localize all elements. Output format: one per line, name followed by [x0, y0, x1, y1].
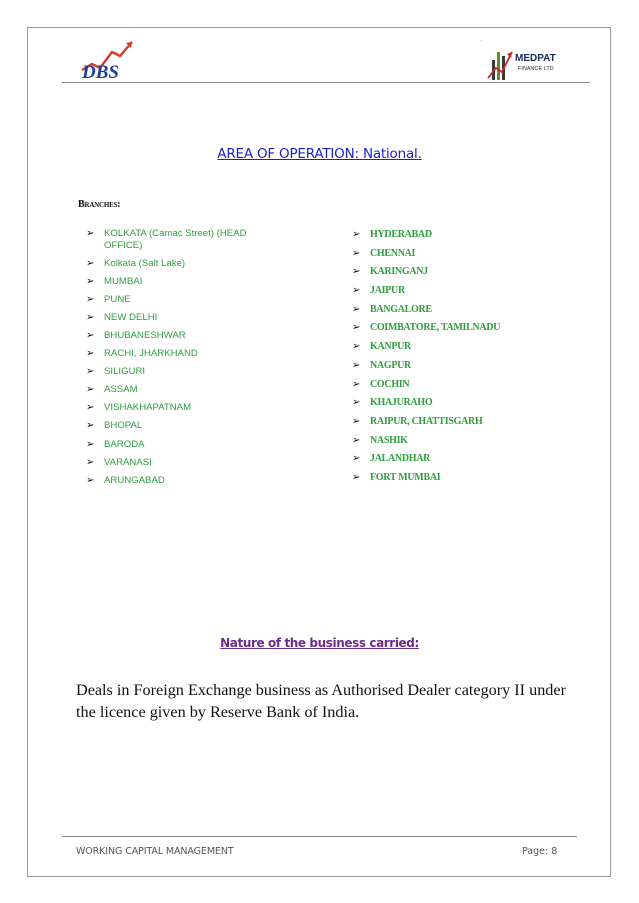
- branch-item: [86, 384, 276, 396]
- business-description: Deals in Foreign Exchange business as Authorised Dealer category II under the licence given by Reserve Bank of India.: [76, 681, 566, 721]
- branch-item: [86, 439, 276, 451]
- arrow-bullet-icon: ➢: [86, 456, 95, 468]
- branch-item: [86, 420, 276, 432]
- dbs-logo: [76, 40, 146, 82]
- branch-item: [352, 397, 572, 409]
- medpat-logo: [482, 38, 582, 84]
- arrow-bullet-icon: ➢: [352, 397, 361, 409]
- branch-name: RAIPUR, CHATTISGARH: [370, 415, 483, 427]
- arrow-bullet-icon: ➢: [86, 275, 95, 287]
- nature-of-business-title: Nature of the business carried:: [220, 636, 419, 650]
- branch-item: [352, 341, 572, 353]
- branch-name: ASSAM: [104, 384, 138, 396]
- arrow-bullet-icon: ➢: [86, 384, 95, 396]
- arrow-bullet-icon: ➢: [86, 348, 95, 360]
- branch-name: BARODA: [104, 438, 145, 450]
- branch-item: [352, 304, 572, 316]
- branches-label: Branches:: [78, 199, 121, 210]
- branch-name: NEW DELHI: [104, 311, 158, 323]
- branch-item: [86, 258, 276, 270]
- page-header: [62, 34, 590, 86]
- branch-name: ARUNGABAD: [104, 474, 165, 486]
- arrow-bullet-icon: ➢: [352, 415, 361, 427]
- branches-left-list: [86, 228, 276, 493]
- branch-name: KARINGANJ: [370, 266, 428, 278]
- arrow-bullet-icon: ➢: [352, 378, 361, 390]
- branch-name: KOLKATA (Camac Street) (HEAD OFFICE): [104, 228, 247, 251]
- branch-name: VISHAKHAPATNAM: [104, 402, 192, 414]
- arrow-bullet-icon: ➢: [352, 285, 361, 297]
- branch-name: PUNE: [104, 293, 131, 305]
- arrow-bullet-icon: ➢: [86, 311, 95, 323]
- header-dot: ·: [480, 38, 482, 44]
- arrow-bullet-icon: ➢: [86, 474, 95, 486]
- arrow-bullet-icon: ➢: [86, 420, 95, 432]
- branch-name: NASHIK: [370, 434, 408, 446]
- branch-item: [352, 453, 572, 465]
- page-number: Page: 8: [522, 846, 558, 857]
- svg-text:FINANCE LTD: FINANCE LTD: [518, 66, 554, 72]
- branch-item: [86, 366, 276, 378]
- branch-item: [86, 294, 276, 306]
- branch-item: [352, 248, 572, 260]
- branch-item: [352, 229, 572, 241]
- branch-item: [86, 348, 276, 360]
- branch-item: [86, 312, 276, 324]
- branch-item: [352, 266, 572, 278]
- branch-name: BHOPAL: [104, 420, 143, 432]
- branch-item: [352, 435, 572, 447]
- branch-item: [86, 475, 276, 487]
- branch-name: FORT MUMBAI: [370, 471, 441, 483]
- arrow-bullet-icon: ➢: [86, 402, 95, 414]
- branch-name: Kolkata (Salt Lake): [104, 257, 186, 269]
- branch-name: MUMBAI: [104, 275, 143, 287]
- branch-item: [352, 360, 572, 372]
- arrow-bullet-icon: ➢: [352, 471, 361, 483]
- arrow-bullet-icon: ➢: [86, 438, 95, 450]
- branch-item: [352, 379, 572, 391]
- branches-right-list: [352, 229, 572, 491]
- branch-name: VARANASI: [104, 456, 152, 468]
- branch-item: [352, 416, 572, 428]
- arrow-bullet-icon: ➢: [86, 329, 95, 341]
- arrow-bullet-icon: ➢: [352, 229, 361, 240]
- branch-item: [86, 402, 276, 414]
- branch-name: HYDERABAD: [370, 229, 432, 240]
- branch-item: [352, 285, 572, 297]
- branch-name: JAIPUR: [370, 285, 405, 297]
- arrow-bullet-icon: ➢: [352, 322, 361, 334]
- branch-name: CHENNAI: [370, 247, 416, 259]
- branch-name: COCHIN: [370, 378, 410, 390]
- branch-name: KANPUR: [370, 341, 411, 353]
- svg-text:DBS: DBS: [82, 62, 119, 82]
- branch-item: [86, 330, 276, 342]
- arrow-bullet-icon: ➢: [86, 257, 95, 269]
- arrow-bullet-icon: ➢: [86, 293, 95, 305]
- svg-text:MEDPAT: MEDPAT: [515, 53, 556, 64]
- branch-item: [352, 472, 572, 484]
- branch-item: [352, 322, 572, 334]
- arrow-bullet-icon: ➢: [352, 341, 361, 353]
- branch-name: NAGPUR: [370, 359, 411, 371]
- arrow-bullet-icon: ➢: [86, 228, 95, 239]
- header-rule: [62, 82, 590, 83]
- arrow-bullet-icon: ➢: [352, 247, 361, 259]
- footer-title: WORKING CAPITAL MANAGEMENT: [76, 846, 234, 857]
- branch-name: BHUBANESHWAR: [104, 329, 186, 341]
- branch-name: KHAJURAHO: [370, 397, 433, 409]
- arrow-bullet-icon: ➢: [86, 366, 95, 378]
- arrow-bullet-icon: ➢: [352, 303, 361, 315]
- area-of-operation-title: AREA OF OPERATION: National.: [217, 146, 422, 162]
- footer-rule: [62, 836, 577, 837]
- branch-name: BANGALORE: [370, 303, 432, 315]
- branch-item: [86, 457, 276, 469]
- branch-item: [86, 228, 276, 251]
- branch-name: COIMBATORE, TAMILNADU: [370, 322, 501, 334]
- branch-name: RACHI, JHARKHAND: [104, 348, 198, 360]
- arrow-bullet-icon: ➢: [352, 434, 361, 446]
- branch-item: [86, 276, 276, 288]
- arrow-bullet-icon: ➢: [352, 359, 361, 371]
- branch-name: JALANDHAR: [370, 453, 431, 465]
- arrow-bullet-icon: ➢: [352, 266, 361, 278]
- branch-name: SILIGURI: [104, 366, 146, 378]
- arrow-bullet-icon: ➢: [352, 453, 361, 465]
